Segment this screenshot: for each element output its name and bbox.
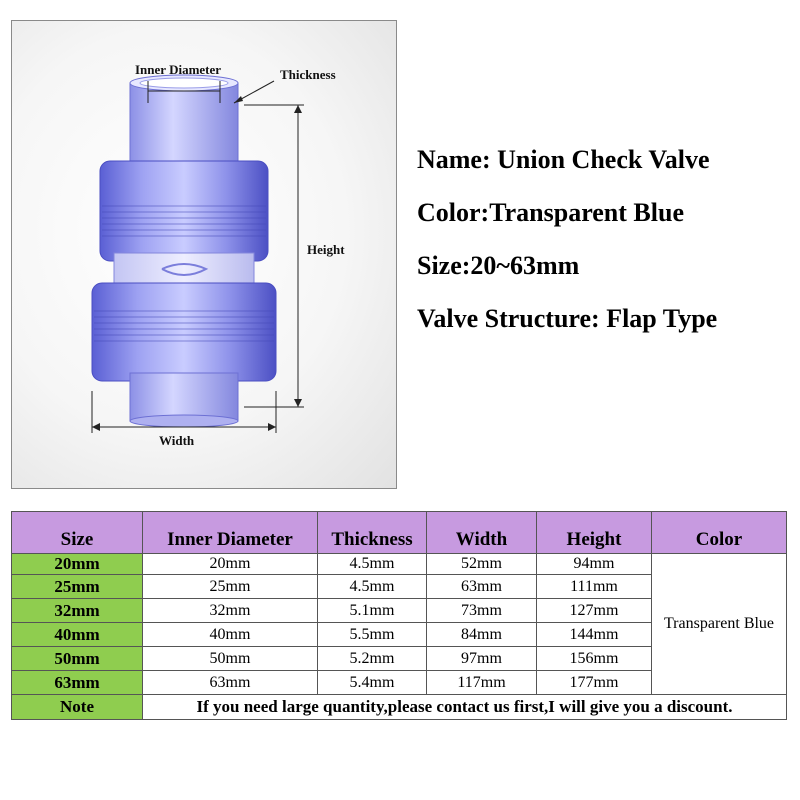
header-thickness: Thickness	[318, 512, 427, 554]
spec-name: Name: Union Check Valve	[417, 145, 710, 174]
thickness-cell: 4.5mm	[318, 575, 427, 599]
bottom-union-nut	[92, 283, 276, 381]
height-cell: 94mm	[537, 554, 652, 575]
height-cell: 111mm	[537, 575, 652, 599]
inner-diameter-cell: 63mm	[143, 671, 318, 695]
thickness-cell: 5.4mm	[318, 671, 427, 695]
thickness-cell: 5.5mm	[318, 623, 427, 647]
color-cell: Transparent Blue	[652, 554, 787, 695]
height-label: Height	[307, 242, 345, 257]
size-cell: 50mm	[12, 647, 143, 671]
size-cell: 40mm	[12, 623, 143, 647]
inner-diameter-cell: 20mm	[143, 554, 318, 575]
size-cell: 20mm	[12, 554, 143, 575]
size-cell: 25mm	[12, 575, 143, 599]
thickness-cell: 5.2mm	[318, 647, 427, 671]
spec-list	[417, 140, 717, 352]
inner-diameter-cell: 50mm	[143, 647, 318, 671]
header-color: Color	[652, 512, 787, 554]
table-header-row	[12, 512, 787, 554]
note-text: If you need large quantity,please contact us first,I will give you a discount.	[143, 695, 787, 720]
header-width: Width	[427, 512, 537, 554]
bottom-pipe	[130, 373, 238, 421]
header-size: Size	[12, 512, 143, 554]
inner-diameter-cell: 40mm	[143, 623, 318, 647]
inner-diameter-cell: 32mm	[143, 599, 318, 623]
width-label: Width	[159, 433, 195, 448]
spec-color: Color:Transparent Blue	[417, 198, 684, 227]
height-cell: 127mm	[537, 599, 652, 623]
product-image-panel	[11, 20, 397, 489]
table-row	[12, 554, 787, 575]
thickness-cell: 4.5mm	[318, 554, 427, 575]
height-cell: 144mm	[537, 623, 652, 647]
size-table	[11, 511, 787, 720]
width-cell: 73mm	[427, 599, 537, 623]
spec-structure: Valve Structure: Flap Type	[417, 304, 718, 333]
top-union-nut	[100, 161, 268, 261]
thickness-label: Thickness	[280, 67, 336, 82]
header-height: Height	[537, 512, 652, 554]
width-cell: 63mm	[427, 575, 537, 599]
inner-diameter-cell: 25mm	[143, 575, 318, 599]
spec-size: Size:20~63mm	[417, 251, 580, 280]
header-inner-diameter: Inner Diameter	[143, 512, 318, 554]
note-label: Note	[12, 695, 143, 720]
width-cell: 97mm	[427, 647, 537, 671]
width-cell: 117mm	[427, 671, 537, 695]
thickness-cell: 5.1mm	[318, 599, 427, 623]
inner-diameter-label: Inner Diameter	[135, 62, 222, 77]
height-cell: 156mm	[537, 647, 652, 671]
height-cell: 177mm	[537, 671, 652, 695]
width-cell: 52mm	[427, 554, 537, 575]
size-cell: 63mm	[12, 671, 143, 695]
size-cell: 32mm	[12, 599, 143, 623]
note-row	[12, 695, 787, 720]
width-cell: 84mm	[427, 623, 537, 647]
